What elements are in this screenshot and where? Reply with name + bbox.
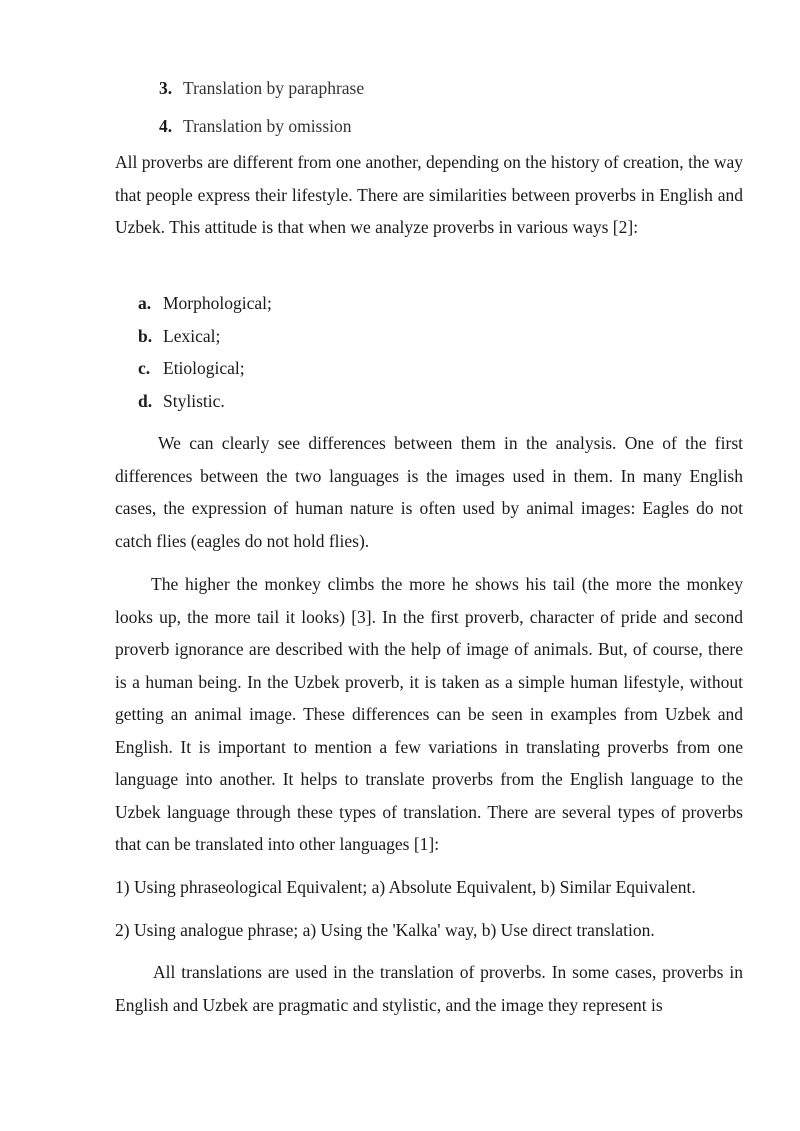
numbered-list-item: [159, 76, 364, 100]
paragraph-translations-used: All translations are used in the translation of proverbs. In some cases, proverbs in English and Uzbek are pragmatic and stylistic, and the image they represent is: [115, 962, 743, 1015]
list-item-text: Translation by paraphrase: [183, 78, 365, 98]
list-item-text: Etiological;: [163, 358, 245, 378]
lettered-list-item: [138, 389, 225, 413]
list-number: 3.: [159, 78, 173, 98]
paragraph-monkey-proverb: The higher the monkey climbs the more he shows his tail (the more the monkey looks up, the more tail it looks) [3]. In the first proverb, character of pride and second proverb ignorance are described with the help of image of animals. But, of course, there is a human being. In the Uzbek proverb, it is taken as a simple human lifestyle, without getting an animal image. These differences can be seen in examples from Uzbek and English. It is important to mention a few variations in translating proverbs from one language into another. It helps to translate proverbs from the English language to the Uzbek language through these types of translation. There are several types of proverbs that can be translated into other languages [1]:: [115, 574, 743, 854]
lettered-list-item: [138, 324, 220, 348]
paragraph-analysis-differences: We can clearly see differences between them in the analysis. One of the first differences between the two languages is the images used in them. In many English cases, the expression of human nature is often used by animal images: Eagles do not catch flies (eagles do not hold flies).: [115, 433, 743, 551]
translation-type-line-1: 1) Using phraseological Equivalent; a) Absolute Equivalent, b) Similar Equivalent.: [115, 877, 696, 897]
list-item-text: Morphological;: [163, 293, 272, 313]
list-item-text: Translation by omission: [183, 116, 352, 136]
translation-type-line-2: 2) Using analogue phrase; a) Using the 'Kalka' way, b) Use direct translation.: [115, 920, 655, 940]
lettered-list-item: [138, 356, 245, 380]
paragraph-proverbs-differences: All proverbs are different from one another, depending on the history of creation, the way that people express their lifestyle. There are similarities between proverbs in English and Uzbek. This attitude is that when we analyze proverbs in various ways [2]:: [115, 152, 743, 237]
list-label: b.: [138, 326, 153, 346]
lettered-list-item: [138, 291, 272, 315]
numbered-list-item: [159, 114, 352, 138]
list-number: 4.: [159, 116, 173, 136]
list-label: a.: [138, 293, 152, 313]
list-item-text: Stylistic.: [163, 391, 225, 411]
list-label: d.: [138, 391, 153, 411]
list-item-text: Lexical;: [163, 326, 221, 346]
list-label: c.: [138, 358, 151, 378]
